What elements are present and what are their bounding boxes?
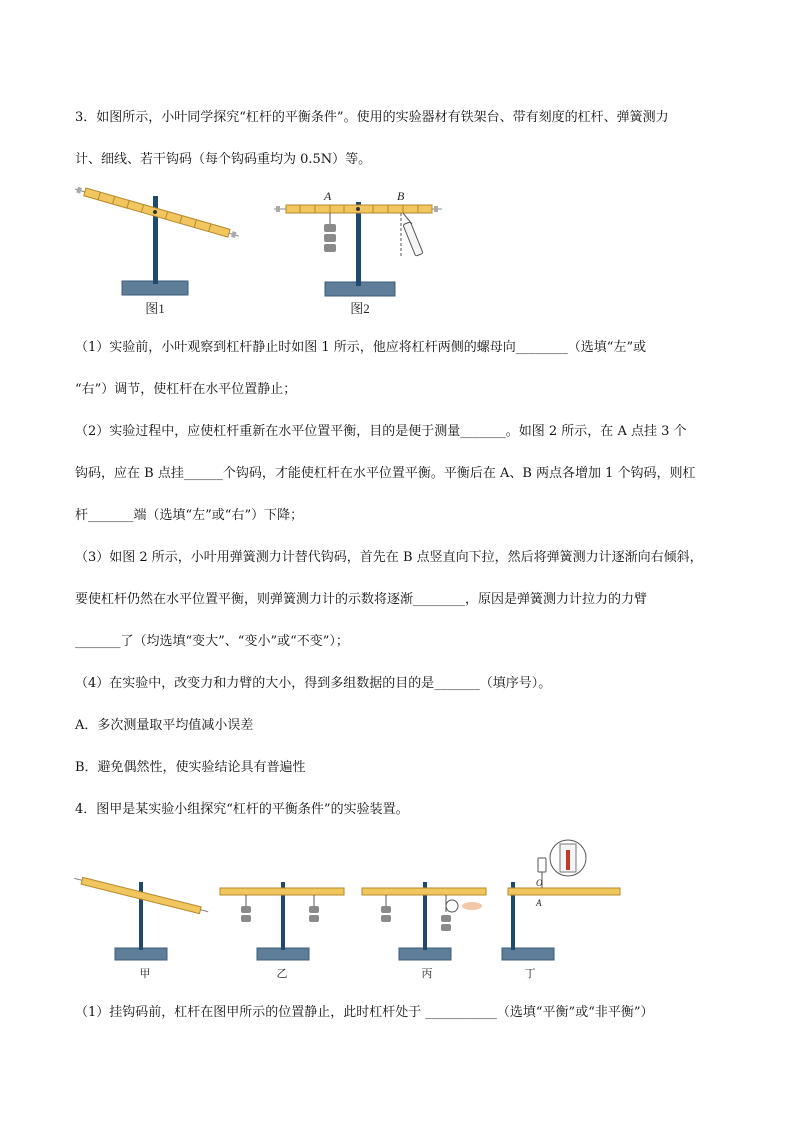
point-b-label: B bbox=[397, 189, 405, 203]
point-o-label: O bbox=[536, 878, 543, 888]
q3-part3-line-3: _______了（均选填“变大”、“变小”或“不变”）； bbox=[75, 634, 349, 649]
figure-yi bbox=[212, 870, 352, 962]
figure-jia-caption: 甲 bbox=[139, 968, 151, 980]
figure-ding bbox=[500, 838, 630, 962]
q3-part1-line-2: “右”）调节，使杠杆在水平位置静止； bbox=[75, 382, 297, 397]
q3-part2-line-2: 钩码，应在 B 点挂______个钩码，才能使杠杆在水平位置平衡。平衡后在 A、B 两点各增加 1 个钩码，则杠 bbox=[75, 466, 696, 481]
q3-part3-line-1: （3）如图 2 所示，小叶用弹簧测力计替代钩码，首先在 B 点竖直向下拉，然后将弹簧测力计逐渐向右倾斜， bbox=[75, 550, 703, 565]
q4-part1-line-1: （1）挂钩码前，杠杆在图甲所示的位置静止，此时杠杆处于 ___________（选填“平衡”或“非平衡”） bbox=[75, 1005, 654, 1020]
figure-2-lever-balanced bbox=[270, 188, 445, 298]
figure-1-lever-tilted bbox=[70, 182, 245, 297]
q3-part2-line-1: （2）实验过程中，应使杠杆重新在水平位置平衡，目的是便于测量_______。如图 2 所示，在 A 点挂 3 个 bbox=[75, 424, 687, 439]
spring-scale-b bbox=[401, 213, 423, 256]
figure-ding-caption: 丁 bbox=[524, 968, 536, 980]
q3-option-b: B．避免偶然性，使实验结论具有普遍性 bbox=[75, 760, 306, 775]
figure-yi-caption: 乙 bbox=[276, 968, 288, 980]
figure-jia bbox=[70, 870, 210, 962]
figure-bing bbox=[354, 870, 494, 962]
figure-2-caption: 图2 bbox=[350, 301, 370, 316]
q4-intro: 4．图甲是某实验小组探究“杠杆的平衡条件”的实验装置。 bbox=[75, 802, 409, 817]
q3-part3-line-2: 要使杠杆仍然在水平位置平衡，则弹簧测力计的示数将逐渐________，原因是弹簧测力计拉力的力臂 bbox=[75, 592, 648, 607]
q3-part1-line-1: （1）实验前，小叶观察到杠杆静止时如图 1 所示，他应将杠杆两侧的螺母向________（选填“左”或 bbox=[75, 340, 647, 355]
hook-weights-a bbox=[324, 213, 336, 252]
q3-option-a: A．多次测量取平均值减小误差 bbox=[75, 718, 254, 733]
q3-intro-line-1: 3．如图所示，小叶同学探究“杠杆的平衡条件”。使用的实验器材有铁架台、带有刻度的杠杆、弹簧测力 bbox=[75, 110, 669, 125]
q3-intro-line-2: 计、细线、若干钩码（每个钩码重均为 0.5N）等。 bbox=[75, 152, 372, 167]
stand-post bbox=[356, 202, 361, 286]
figure-1-caption: 图1 bbox=[145, 301, 165, 316]
q3-part4-line-1: （4）在实验中，改变力和力臂的大小，得到多组数据的目的是_______（填序号）。 bbox=[75, 676, 552, 691]
figure-bing-caption: 丙 bbox=[421, 968, 433, 980]
point-a-label: A bbox=[536, 898, 542, 908]
point-a-label: A bbox=[324, 189, 332, 203]
q3-part2-line-3: 杆_______端（选填“左”或“右”）下降； bbox=[75, 508, 304, 523]
